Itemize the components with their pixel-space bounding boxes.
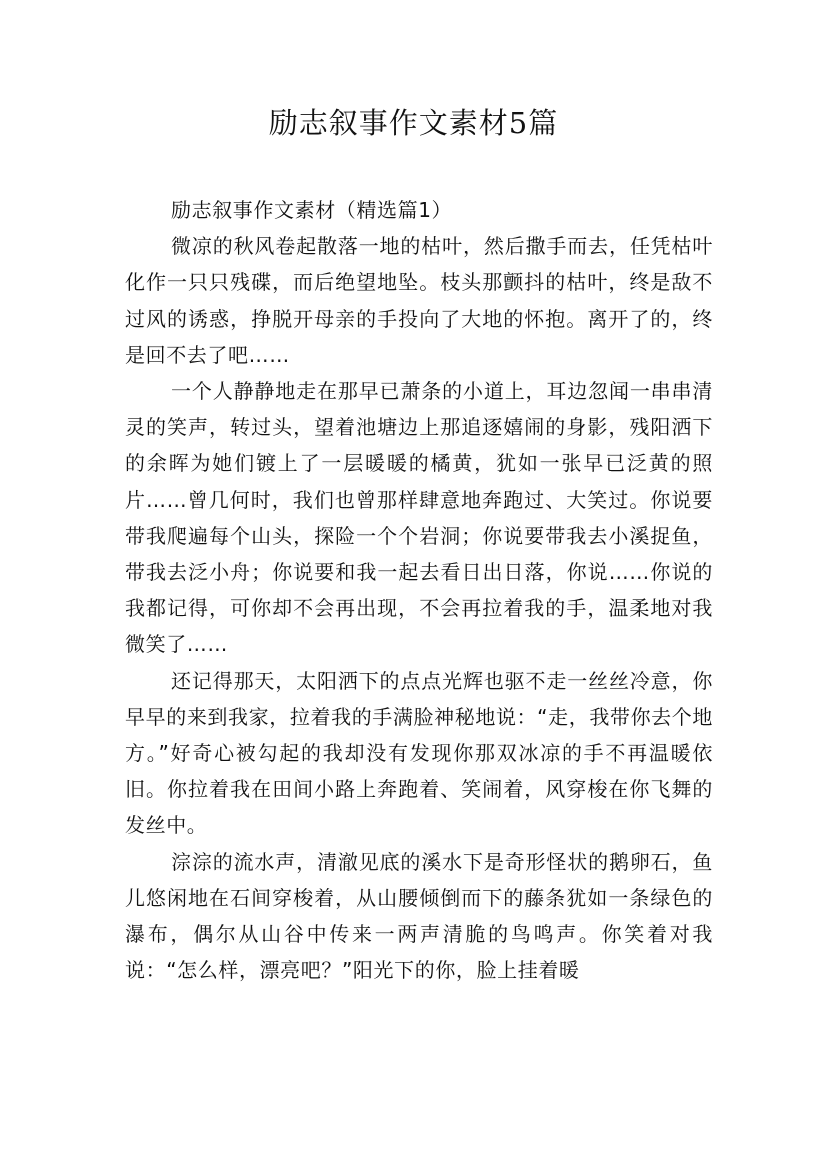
document-body	[125, 192, 713, 988]
paragraph-2: 一个人静静地走在那早已萧条的小道上，耳边忽闻一串串清灵的笑声，转过头，望着池塘边上那追逐嬉闹的身影，残阳洒下的余晖为她们镀上了一层暖暖的橘黄，犹如一张早已泛黄的照片……曾几何时，我们也曾那样肆意地奔跑过、大笑过。你说要带我爬遍每个山头，探险一个个岩洞；你说要带我去小溪捉鱼，带我去泛小舟；你说要和我一起去看日出日落，你说……你说的我都记得，可你却不会再出现，不会再拉着我的手，温柔地对我微笑了……	[125, 379, 713, 657]
section-heading: 励志叙事作文素材（精选篇1）	[171, 198, 453, 222]
paragraph-3: 还记得那天，太阳洒下的点点光辉也驱不走一丝丝冷意，你早早的来到我家，拉着我的手满脸神秘地说：“走，我带你去个地方。”好奇心被勾起的我却没有发现你那双冰凉的手不再温暖依旧。你拉着我在田间小路上奔跑着、笑闹着，风穿梭在你飞舞的发丝中。	[125, 668, 713, 838]
document-title: 励志叙事作文素材5篇	[268, 106, 559, 140]
paragraph-1: 微凉的秋风卷起散落一地的枯叶，然后撒手而去，任凭枯叶化作一只只残碟，而后绝望地坠。枝头那颤抖的枯叶，终是敌不过风的诱惑，挣脱开母亲的手投向了大地的怀抱。离开了的，终是回不去了吧……	[125, 234, 713, 367]
paragraph-4: 淙淙的流水声，清澈见底的溪水下是奇形怪状的鹅卵石，鱼儿悠闲地在石间穿梭着，从山腰倾倒而下的藤条犹如一条绿色的瀑布，偶尔从山谷中传来一两声清脆的鸟鸣声。你笑着对我说：“怎么样，漂亮吧？”阳光下的你，脸上挂着暖	[125, 849, 713, 983]
